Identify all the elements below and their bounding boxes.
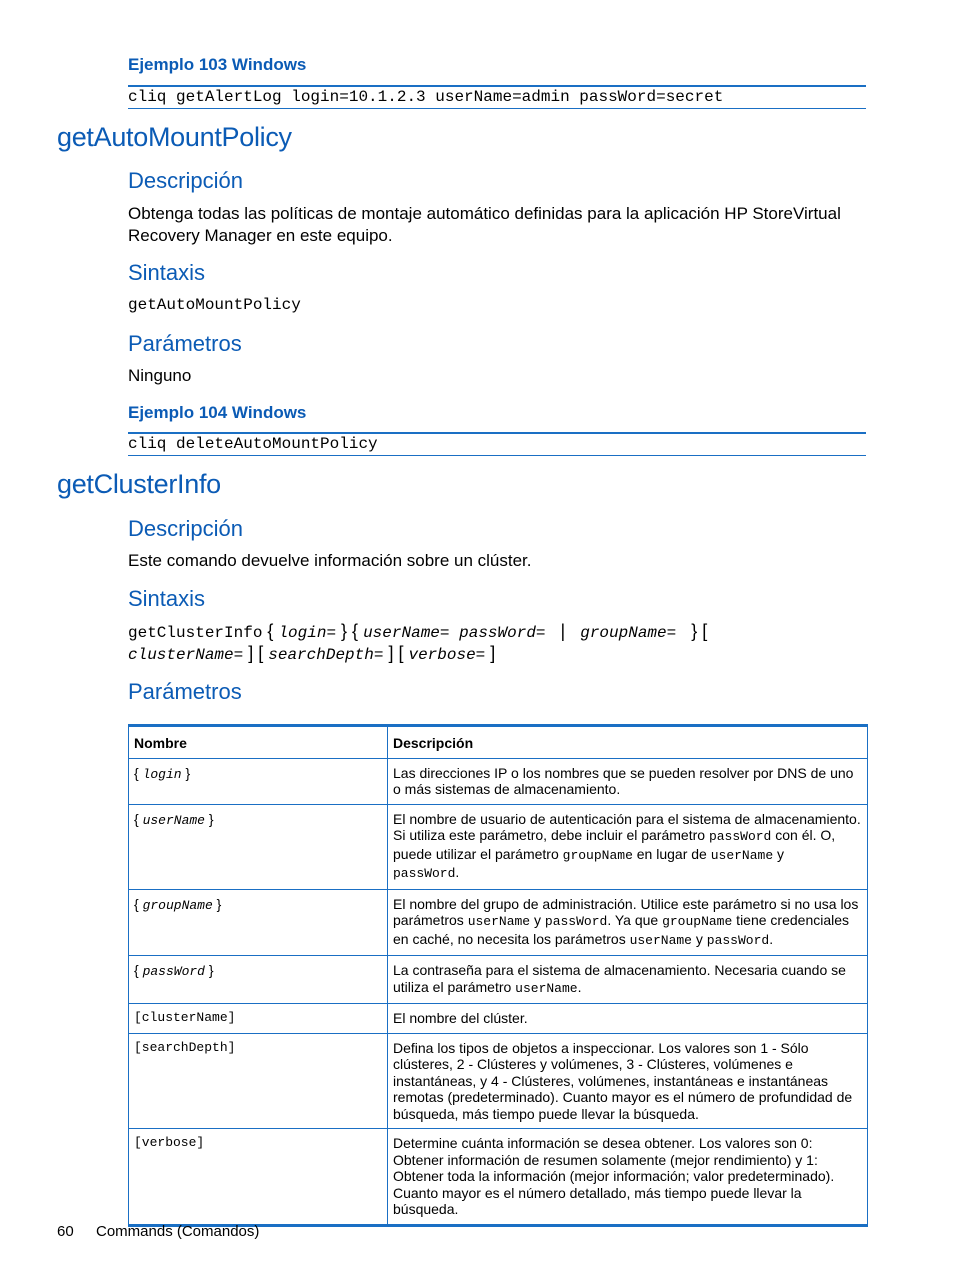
table-row [129, 758, 868, 804]
example-103-code: cliq getAlertLog login=10.1.2.3 userName=admin passWord=secret [128, 88, 724, 106]
desc-text: en lugar de [632, 845, 711, 862]
example-104-code-box [128, 432, 866, 456]
param-name-cell: { passWord } [129, 956, 388, 1004]
desc-text: y [692, 930, 707, 947]
desc-text: . [769, 930, 774, 947]
parameters-text: Ninguno [128, 366, 192, 385]
desc-text: . [577, 978, 582, 995]
table-row [129, 889, 868, 956]
desc-code: groupName [662, 914, 733, 929]
desc-text: y [773, 845, 785, 862]
example-104-title: Ejemplo 104 Windows [128, 403, 307, 422]
table-row [129, 1004, 868, 1034]
desc-text: . Ya que [607, 912, 663, 928]
desc-code: userName [515, 980, 578, 996]
desc-code: passWord [706, 932, 770, 948]
desc-code: passWord [544, 914, 608, 929]
param-name: [clusterName] [129, 1004, 388, 1034]
param-name-cell: { groupName } [129, 889, 388, 956]
footer-section-title: Commands (Comandos) [96, 1223, 260, 1240]
param-description: Las direcciones IP o los nombres que se pueden resolver por DNS de uno o más sistemas de almacenamiento. [388, 758, 868, 804]
example-104-code: cliq deleteAutoMountPolicy [128, 435, 378, 453]
param-name: userName [142, 812, 205, 828]
parameters-table [128, 724, 868, 1227]
desc-text: El nombre del grupo de administración. Utilice este parámetro si no usa los parámetros [393, 895, 859, 928]
desc-code: passWord [393, 866, 456, 881]
syntax-verbose: verbose= [408, 646, 486, 664]
syntax-username: userName= [363, 624, 450, 642]
param-description: Determine cuánta información se desea obtener. Los valores son 0: Obtener información de resumen solamente (mejor rendimiento) y 1: Obtener toda la información (mejor información; valor predeterminado). Cuanto mayor es el número detallado, más tiempo puede llevar la búsqueda. [388, 1129, 868, 1226]
table-row [129, 956, 868, 1004]
page-number: 60 [57, 1223, 74, 1240]
section-heading-getclusterinfo: getClusterInfo [57, 469, 221, 499]
desc-text: con él. O, puede utilizar el parámetro [393, 827, 836, 862]
param-name: login [142, 766, 182, 782]
syntax-searchdepth: searchDepth= [268, 646, 384, 664]
param-name: passWord [142, 964, 205, 979]
column-header-description: Descripción [388, 726, 868, 759]
desc-text: . [455, 864, 460, 880]
example-103-title: Ejemplo 103 Windows [128, 55, 307, 74]
desc-text: y [530, 912, 545, 928]
desc-text: La contraseña para el sistema de almacenamiento. Necesaria cuando se utiliza el parámetro [393, 962, 846, 995]
syntax-clustername: clusterName= [128, 646, 244, 664]
description-heading: Descripción [128, 168, 243, 193]
syntax-command: getClusterInfo [128, 624, 263, 642]
desc-code: groupName [562, 847, 633, 863]
desc-code: userName [629, 932, 692, 948]
desc-code: passWord [708, 829, 772, 844]
syntax-heading: Sintaxis [128, 586, 206, 611]
description-text: Este comando devuelve información sobre un clúster. [128, 551, 532, 570]
section-heading-getautomountpolicy: getAutoMountPolicy [57, 122, 292, 152]
param-description: El nombre del clúster. [388, 1004, 868, 1034]
param-description: Defina los tipos de objetos a inspeccionar. Los valores son 1 - Sólo clústeres, 2 - Clústeres y volúmenes, 3 - Clústeres, volúmenes e instantáneas, y 4 - Clústeres, volúmenes, instantáneas e instantáneas remotas (predeterminado). Cuanto mayor es el número de profundidad de búsqueda, más tiempo puede llevar la búsqueda. [388, 1033, 868, 1129]
desc-text: El nombre de usuario de autenticación para el sistema de almacenamiento. Si utiliza este parámetro, debe incluir el parámetro [393, 810, 861, 843]
param-description [388, 804, 868, 889]
parameters-heading: Parámetros [128, 331, 242, 356]
param-description [388, 889, 868, 956]
syntax-login: login= [278, 624, 337, 642]
example-103-code-box [128, 85, 866, 109]
table-row [129, 1033, 868, 1129]
desc-code: userName [467, 914, 531, 929]
table-header-row [129, 726, 868, 759]
syntax-line-1: getClusterInfo { login= } { userName= passWord= | groupName= } [ [128, 621, 708, 642]
param-name-cell: { userName } [129, 804, 388, 889]
parameters-heading: Parámetros [128, 679, 242, 704]
table-row [129, 1129, 868, 1226]
syntax-line-2: clusterName= ] [ searchDepth= ] [ verbose= ] [128, 643, 496, 664]
param-name: [searchDepth] [129, 1033, 388, 1129]
param-description [388, 956, 868, 1004]
syntax-password: passWord= [459, 624, 546, 642]
syntax-code: getAutoMountPolicy [128, 296, 301, 314]
syntax-groupname: groupName= [580, 624, 677, 642]
table-row [129, 804, 868, 889]
description-heading: Descripción [128, 516, 243, 541]
syntax-heading: Sintaxis [128, 260, 206, 285]
param-name: groupName [142, 897, 213, 913]
param-name-cell: { login } [129, 758, 388, 804]
description-text: Obtenga todas las políticas de montaje automático definidas para la aplicación HP StoreVirtual Recovery Manager en este equipo. [128, 204, 841, 245]
desc-code: userName [710, 847, 774, 863]
column-header-name: Nombre [129, 726, 388, 759]
desc-text: tiene credenciales en caché, no necesita los parámetros [393, 912, 850, 947]
param-name: [verbose] [129, 1129, 388, 1226]
